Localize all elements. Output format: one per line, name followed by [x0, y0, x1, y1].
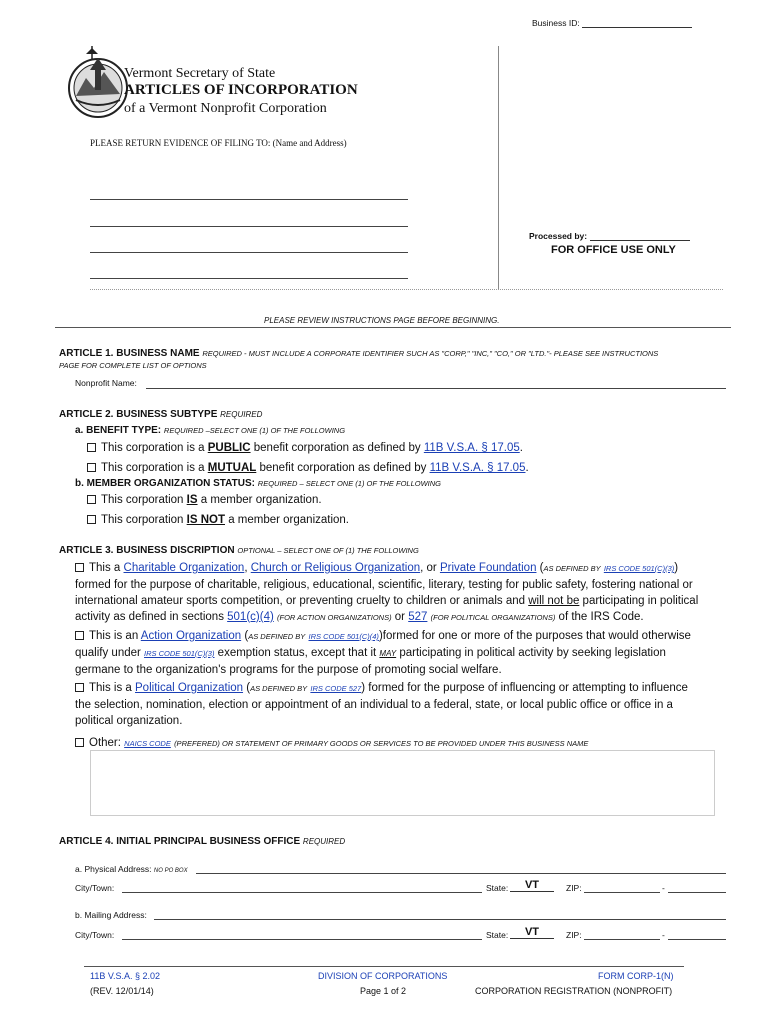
footer-statute: 11B V.S.A. § 2.02 — [90, 971, 161, 981]
org-name: Vermont Secretary of State — [124, 66, 276, 81]
mutual-post: benefit corporation as defined by — [256, 462, 430, 474]
s527-link[interactable]: 527 — [408, 611, 428, 623]
processed-by — [529, 231, 690, 241]
article-1-title: ARTICLE 1. BUSINESS NAME — [59, 348, 200, 359]
action-checkbox[interactable] — [75, 631, 84, 640]
city-field-2[interactable] — [122, 939, 482, 940]
office-use-label: FOR OFFICE USE ONLY — [551, 244, 676, 256]
irs-tail: of the IRS Code. — [555, 611, 644, 623]
zip-ext-field-1[interactable] — [668, 892, 726, 893]
member-status-note: REQUIRED – SELECT ONE (1) OF THE FOLLOWING — [257, 479, 442, 488]
mutual-pre: This corporation is a — [101, 462, 208, 474]
action-line-2b: exemption status, except that it — [214, 647, 380, 659]
header-divider — [498, 46, 499, 289]
article-3-heading — [59, 545, 419, 556]
political-option[interactable]: This is a Political Organization (AS DEFINED BY IRS CODE 527) formed for the purpose of influencing or attempting to influence the selection, nomination, election or appointment of an individual to a federal, state, or local public office or office in a political organization. — [75, 680, 735, 729]
charitable-line-3c: participating in political — [579, 595, 699, 607]
irs-c3-link-1[interactable]: IRS CODE 501(C)(3) — [603, 564, 675, 573]
mailing-address-label: b. Mailing Address: — [75, 910, 147, 920]
c4-link[interactable]: 501(c)(4) — [227, 611, 274, 623]
statute-link-mutual[interactable]: 11B V.S.A. § 17.05 — [429, 462, 526, 474]
page-subtitle: of a Vermont Nonprofit Corporation — [124, 101, 327, 116]
business-id — [532, 18, 692, 28]
benefit-type-note: REQUIRED –SELECT ONE (1) OF THE FOLLOWING — [163, 426, 346, 435]
action-line-2a: qualify under — [75, 647, 145, 659]
processed-by-label: Processed by: — [529, 231, 588, 241]
will-not-be: will not be — [528, 595, 580, 607]
physical-address-label: a. Physical Address: — [75, 864, 152, 874]
footer-form: FORM CORP-1(N) — [598, 971, 674, 981]
political-line-2: the selection, nomination, election or appointment of an individual to a federal, state, or local public office or office in a — [75, 699, 673, 711]
public-word: PUBLIC — [207, 442, 251, 454]
other-checkbox[interactable] — [75, 738, 84, 747]
article-1-note-2: PAGE FOR COMPLETE LIST OF OPTIONS — [59, 361, 207, 370]
mailing-address-field[interactable] — [154, 919, 726, 920]
action-line-2c: participating in political activity by seeking legislation — [396, 647, 666, 659]
or-word: or — [391, 611, 409, 623]
review-note: PLEASE REVIEW INSTRUCTIONS PAGE BEFORE BEGINNING. — [264, 316, 500, 325]
article-2-heading — [59, 409, 262, 420]
action-line-3: germane to the organization's programs for the purpose of promoting social welfare. — [75, 664, 502, 676]
as-defined-2: AS DEFINED BY — [248, 632, 306, 641]
isnot-word: IS NOT — [186, 514, 225, 526]
return-address-line-1[interactable] — [90, 199, 408, 200]
political-line-1-tail: formed for the purpose of influencing or attempting to influence — [365, 682, 688, 694]
return-address-line-4[interactable] — [90, 278, 408, 279]
other-description-box[interactable] — [90, 750, 715, 816]
article-4-title: ARTICLE 4. INITIAL PRINCIPAL BUSINESS OFFICE — [59, 836, 301, 847]
irs-527-link[interactable]: IRS CODE 527 — [310, 684, 362, 693]
naics-link[interactable]: NAICS CODE — [124, 739, 171, 748]
c4-note: (FOR ACTION ORGANIZATIONS) — [277, 613, 392, 622]
physical-address-field[interactable] — [196, 873, 726, 874]
article-3-title: ARTICLE 3. BUSINESS DISCRIPTION — [59, 545, 235, 556]
benefit-type-heading — [75, 425, 345, 436]
may-word: MAY — [379, 649, 397, 658]
business-id-label: Business ID: — [532, 18, 580, 28]
article-1-note: REQUIRED - MUST INCLUDE A CORPORATE IDENTIFIER SUCH AS "CORP," "INC," "CO," OR "LTD."- PLEASE SEE INSTRUCTIONS — [202, 349, 659, 358]
article-2-required: REQUIRED — [220, 410, 263, 419]
header-bottom-rule — [90, 289, 723, 290]
action-link[interactable]: Action Organization — [140, 630, 242, 642]
city-label-2: City/Town: — [75, 930, 115, 940]
is-not-member-option[interactable] — [87, 512, 349, 528]
zip-label-1: ZIP: — [566, 883, 582, 893]
is-post: a member organization. — [197, 494, 322, 506]
zip-ext-field-2[interactable] — [668, 939, 726, 940]
nonprofit-name-field[interactable] — [146, 388, 726, 389]
article-4-heading — [59, 836, 345, 847]
city-label-1: City/Town: — [75, 883, 115, 893]
zip-label-2: ZIP: — [566, 930, 582, 940]
mutual-benefit-option[interactable]: This corporation is a MUTUAL benefit corporation as defined by 11B V.S.A. § 17.05. — [87, 460, 529, 476]
as-defined-3: AS DEFINED BY — [250, 684, 308, 693]
church-link[interactable]: Church or Religious Organization — [250, 562, 421, 574]
state-value-2[interactable]: VT — [510, 926, 554, 939]
state-label-1: State: — [486, 883, 509, 893]
other-note: (PREFERED) OR STATEMENT OF PRIMARY GOODS OR SERVICES TO BE PROVIDED UNDER THIS BUSINESS NAME — [174, 739, 589, 748]
article-3-note: OPTIONAL – SELECT ONE OF (1) THE FOLLOWING — [237, 546, 419, 555]
article-2-title: ARTICLE 2. BUSINESS SUBTYPE — [59, 409, 218, 420]
is-member-checkbox[interactable] — [87, 495, 96, 504]
benefit-type-label: a. BENEFIT TYPE: — [75, 425, 162, 436]
charitable-link[interactable]: Charitable Organization — [123, 562, 245, 574]
section-rule — [55, 327, 731, 328]
return-address-line-3[interactable] — [90, 252, 408, 253]
as-defined-1: AS DEFINED BY — [543, 564, 601, 573]
page-title: ARTICLES OF INCORPORATION — [124, 82, 358, 98]
isnot-post: a member organization. — [225, 514, 350, 526]
city-field-1[interactable] — [122, 892, 482, 893]
public-pre: This corporation is a — [101, 442, 208, 454]
statute-link-public[interactable]: 11B V.S.A. § 17.05 — [423, 442, 520, 454]
state-value-1[interactable]: VT — [510, 879, 554, 892]
is-member-option[interactable] — [87, 492, 322, 508]
charitable-line-4a: activity as defined in sections — [75, 611, 228, 623]
is-word: IS — [186, 494, 198, 506]
return-address-line-2[interactable] — [90, 226, 408, 227]
charitable-line-2: formed for the purpose of charitable, religious, educational, scientific, literary, testing for public safety, fostering national or — [75, 579, 693, 591]
zip-field-2[interactable] — [584, 939, 660, 940]
action-option[interactable]: This is an Action Organization (AS DEFINED BY IRS CODE 501(C)(4))formed for one or more of the purposes that would otherwise qualify under IRS CODE 501(C)(3) exemption status, except that it MAY participating in political activity by seeking legislation germane to the organization's programs for the purpose of promoting social welfare. — [75, 628, 735, 678]
member-status-heading — [75, 478, 441, 489]
member-status-label: b. MEMBER ORGANIZATION STATUS: — [75, 478, 255, 489]
article-1-heading — [59, 347, 731, 360]
footer-registration: CORPORATION REGISTRATION (NONPROFIT) — [475, 986, 673, 996]
political-line-3: political organization. — [75, 715, 183, 727]
footer-division: DIVISION OF CORPORATIONS — [318, 971, 448, 981]
charitable-checkbox[interactable] — [75, 563, 84, 572]
footer-rev: (REV. 12/01/14) — [90, 986, 154, 996]
zip-field-1[interactable] — [584, 892, 660, 893]
public-post: benefit corporation as defined by — [250, 442, 424, 454]
return-label: PLEASE RETURN EVIDENCE OF FILING TO: (Name and Address) — [90, 138, 347, 148]
action-line-1-tail: formed for one or more of the purposes that would otherwise — [382, 630, 691, 642]
public-benefit-checkbox[interactable] — [87, 443, 96, 452]
other-label: Other: — [89, 737, 121, 749]
private-foundation-link[interactable]: Private Foundation — [439, 562, 537, 574]
irs-c3-link-2[interactable]: IRS CODE 501(C)(3) — [144, 649, 215, 658]
no-po-box-note: NO PO BOX — [153, 868, 188, 874]
isnot-pre: This corporation — [101, 514, 187, 526]
public-benefit-option[interactable]: This corporation is a PUBLIC benefit corporation as defined by 11B V.S.A. § 17.05. — [87, 440, 523, 456]
processed-by-field[interactable] — [590, 240, 690, 241]
nonprofit-name-label: Nonprofit Name: — [75, 378, 137, 388]
s527-note: (FOR POLITICAL ORGANIZATIONS) — [430, 613, 556, 622]
charitable-line-3a: international amateur sports competition, or preventing cruelty to children or animals and — [75, 595, 529, 607]
charitable-option[interactable]: This a Charitable Organization, Church or Religious Organization, or Private Foundation (AS DEFINED BY IRS CODE 501(C)(3)) formed for the purpose of charitable, religious, educational, scientific, literary, testing for public safety, fostering national or international amateur sports competition, or preventing cruelty to children or animals and will not be participating in political activity as defined in sections 501(c)(4) (FOR ACTION ORGANIZATIONS) or 527 (FOR POLITICAL ORGANIZATIONS) of the IRS Code. — [75, 560, 735, 626]
business-id-field[interactable] — [582, 27, 692, 28]
political-checkbox[interactable] — [75, 683, 84, 692]
footer-rule — [84, 966, 684, 967]
is-not-member-checkbox[interactable] — [87, 515, 96, 524]
article-4-required: REQUIRED — [302, 837, 346, 846]
irs-c4-link[interactable]: IRS CODE 501(C)(4) — [308, 632, 379, 641]
mutual-word: MUTUAL — [207, 462, 257, 474]
state-label-2: State: — [486, 930, 509, 940]
is-pre: This corporation — [101, 494, 187, 506]
footer-page: Page 1 of 2 — [360, 986, 407, 996]
physical-address-row — [75, 864, 188, 874]
political-link[interactable]: Political Organization — [135, 682, 244, 694]
mutual-benefit-checkbox[interactable] — [87, 463, 96, 472]
